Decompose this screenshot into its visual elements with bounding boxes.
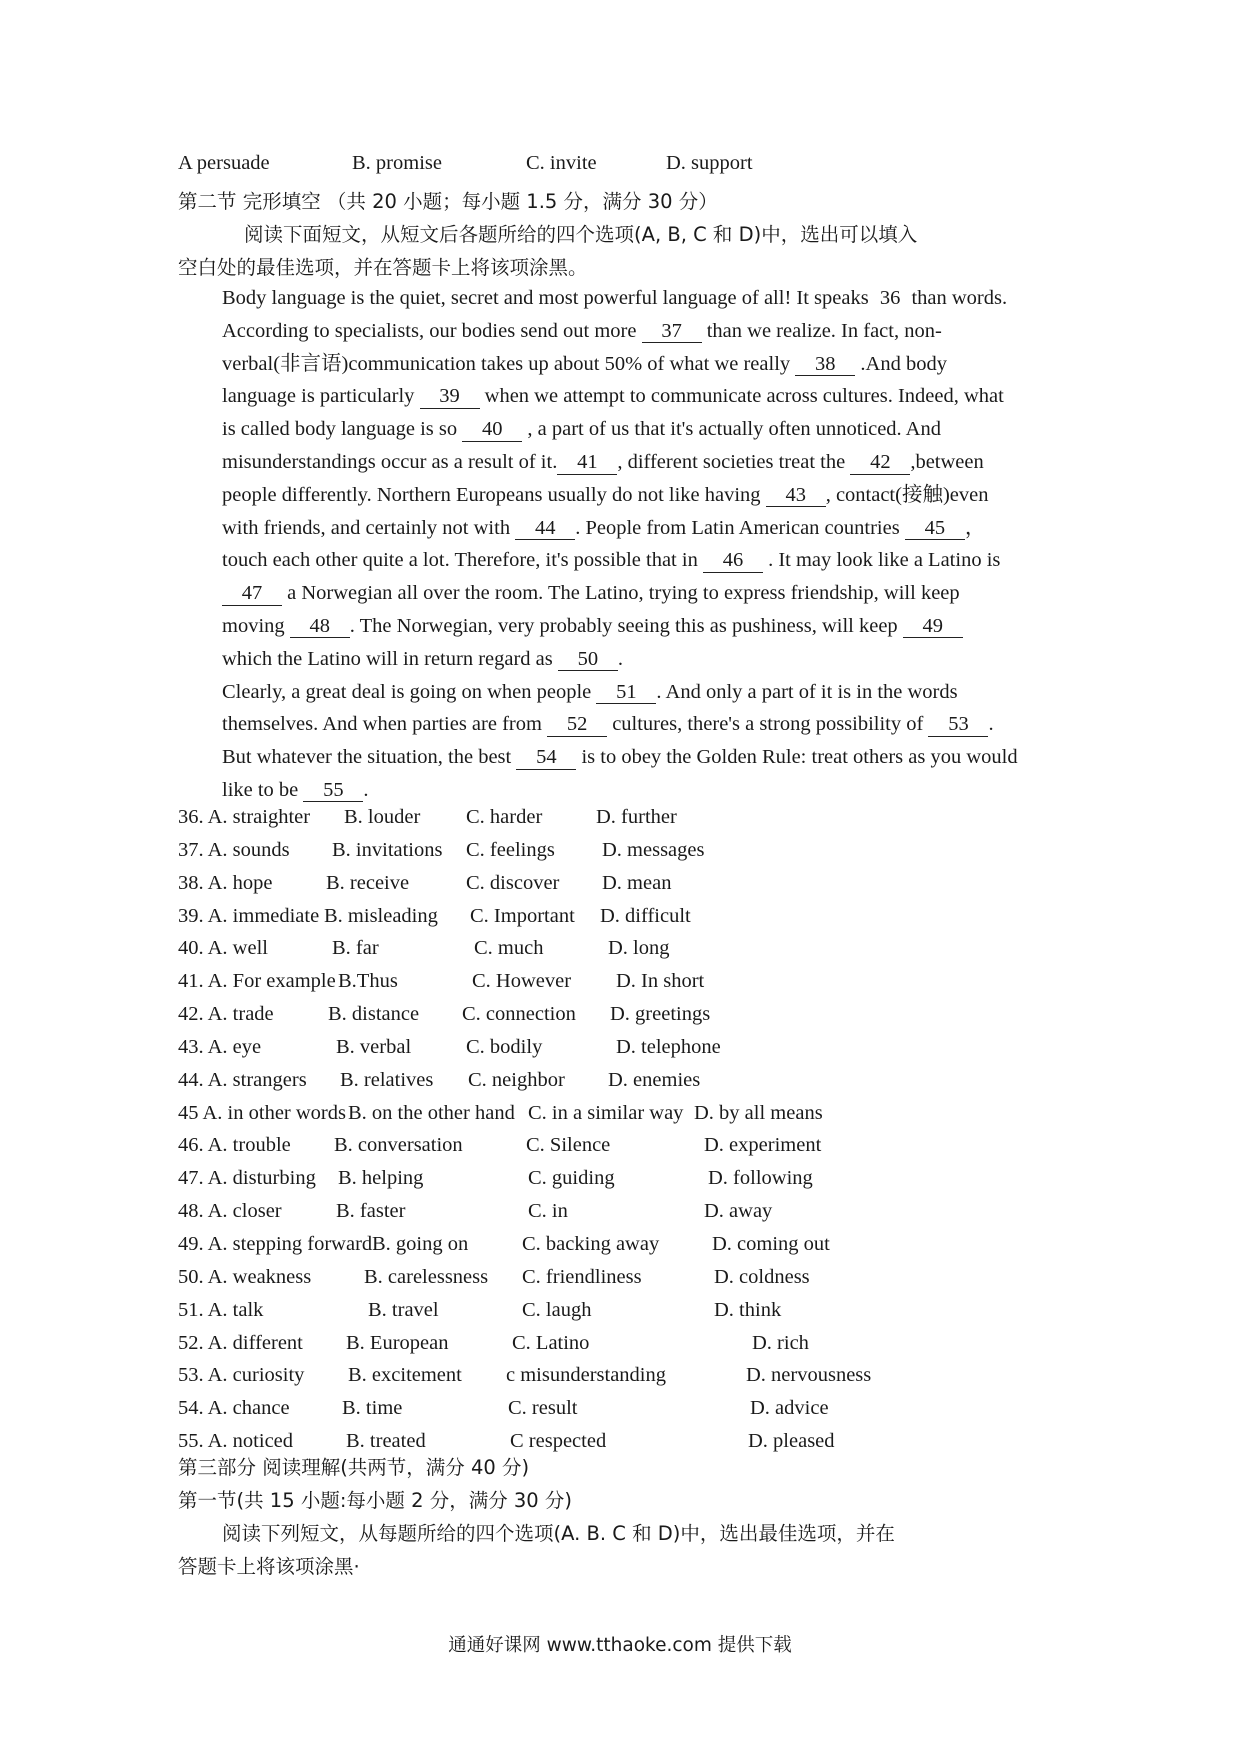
question-option-d: D. following bbox=[708, 1167, 813, 1190]
blank-55: 55 bbox=[303, 780, 363, 803]
passage-text: Body language is the quiet, secret and most powerful language of all! It speaks bbox=[222, 287, 874, 309]
question-option-a: 43. A. eye bbox=[178, 1035, 262, 1058]
question-option-d: D. telephone bbox=[616, 1035, 721, 1058]
section2-heading: 第二节 完形填空 （共 20 小题；每小题 1.5 分，满分 30 分） bbox=[178, 190, 718, 213]
passage-text: , a part of us that it's actually often unnoticed. And misunderstandings occur as a result of it. bbox=[222, 418, 941, 473]
question-option-d: D. difficult bbox=[600, 904, 691, 927]
question-option-b: B. on the other hand bbox=[348, 1101, 515, 1124]
question-option-c: C. backing away bbox=[522, 1232, 660, 1255]
question-option-d: D. rich bbox=[752, 1331, 809, 1354]
question-option-c: C. bodily bbox=[466, 1035, 543, 1058]
blank-54: 54 bbox=[516, 747, 576, 770]
question-option-a: 51. A. talk bbox=[178, 1298, 264, 1321]
part3-sub-heading: 第一节(共 15 小题:每小题 2 分，满分 30 分) bbox=[178, 1489, 573, 1512]
question-option-c: C. in a similar way bbox=[528, 1101, 684, 1124]
question-option-b: B. excitement bbox=[348, 1364, 462, 1387]
question-option-c: C. in bbox=[528, 1200, 568, 1223]
passage-text: . bbox=[617, 647, 623, 670]
question-option-a: 49. A. stepping forward bbox=[178, 1232, 373, 1255]
passage-text: , different societies treat the bbox=[617, 450, 851, 473]
question-option-c: C. Important bbox=[470, 904, 575, 927]
question-option-b: B. relatives bbox=[340, 1068, 434, 1091]
passage-text: .And body language is particularly bbox=[222, 352, 947, 408]
question-option-c: C. connection bbox=[462, 1003, 576, 1026]
question-option-b: B. carelessness bbox=[364, 1265, 489, 1288]
question-option-a: 48. A. closer bbox=[178, 1200, 282, 1223]
question-option-a: 55. A. noticed bbox=[178, 1430, 294, 1453]
question-option-a: 47. A. disturbing bbox=[178, 1167, 316, 1190]
question-option-b: B. conversation bbox=[334, 1134, 463, 1157]
passage-paragraph-1 bbox=[178, 282, 1018, 676]
blank-44: 44 bbox=[515, 518, 575, 541]
question-option-b: B. invitations bbox=[332, 838, 443, 861]
question-option-b: B. going on bbox=[372, 1232, 469, 1255]
question-option-d: D. pleased bbox=[748, 1430, 835, 1453]
question-option-b: B. distance bbox=[328, 1003, 420, 1026]
question-option-b: B. time bbox=[342, 1397, 403, 1420]
question-option-d: D. advice bbox=[750, 1397, 829, 1420]
passage-text: Clearly, a great deal is going on when people bbox=[222, 680, 597, 703]
question-option-b: B. European bbox=[346, 1331, 449, 1354]
question-option-a: 52. A. different bbox=[178, 1331, 303, 1354]
question-option-a: 39. A. immediate bbox=[178, 904, 320, 927]
passage-text: , contact(接触)even with friends, and certainly not with bbox=[222, 483, 989, 539]
passage-text: . The Norwegian, very probably seeing this as pushiness, will keep bbox=[349, 614, 903, 637]
blank-41: 41 bbox=[557, 452, 617, 475]
question-option-d: D. In short bbox=[616, 970, 705, 993]
question-option-d: D. greetings bbox=[610, 1003, 711, 1026]
question-option-c: C. guiding bbox=[528, 1167, 615, 1190]
question-option-d: D. think bbox=[714, 1298, 782, 1321]
question-option-a: 53. A. curiosity bbox=[178, 1364, 305, 1387]
part3-heading: 第三部分 阅读理解(共两节，满分 40 分) bbox=[178, 1456, 530, 1479]
passage-text: a Norwegian all over the room. The Latino, trying to express friendship, will keep moving bbox=[222, 582, 960, 637]
blank-45: 45 bbox=[905, 518, 965, 541]
question-option-a: 41. A. For example bbox=[178, 970, 336, 993]
question-option-c: C. result bbox=[508, 1397, 578, 1420]
question-option-d: D. experiment bbox=[704, 1134, 822, 1157]
question-option-c: C. Latino bbox=[512, 1331, 590, 1354]
question-option-d: D. further bbox=[596, 806, 677, 828]
question-option-c: C. Silence bbox=[526, 1134, 611, 1157]
passage-text: ， touch each other quite a lot. Therefore, it's possible that in bbox=[222, 516, 986, 572]
question-option-d: D. coming out bbox=[712, 1232, 830, 1255]
passage-text: . People from Latin American countries bbox=[575, 516, 905, 539]
option-c: C. invite bbox=[526, 152, 597, 174]
question-option-d: D. by all means bbox=[694, 1101, 823, 1124]
option-a: A persuade bbox=[178, 152, 270, 174]
question-option-c: C. feelings bbox=[466, 838, 555, 861]
question-option-a: 54. A. chance bbox=[178, 1397, 290, 1420]
question-option-a: 40. A. well bbox=[178, 937, 268, 960]
blank-39: 39 bbox=[420, 386, 480, 409]
question-option-b: B. verbal bbox=[336, 1035, 412, 1058]
question-option-d: D. coldness bbox=[714, 1265, 810, 1288]
passage-text: . It may look like a Latino is bbox=[762, 549, 1001, 572]
question-option-c: C. neighbor bbox=[468, 1068, 565, 1091]
blank-48: 48 bbox=[290, 616, 350, 639]
passage-text: than we realize. In fact, non-verbal(非言语)communication takes up about 50% of what we really bbox=[222, 319, 942, 375]
question-option-d: D. mean bbox=[602, 871, 672, 894]
question-option-a: 46. A. trouble bbox=[178, 1134, 291, 1157]
part3-instruction-line2: 答题卡上将该项涂黑· bbox=[178, 1555, 360, 1578]
question-option-c: C. much bbox=[474, 937, 544, 960]
blank-42: 42 bbox=[850, 452, 910, 475]
blank-38: 38 bbox=[795, 354, 855, 377]
blank-47: 47 bbox=[222, 583, 282, 606]
blank-50: 50 bbox=[558, 649, 618, 672]
passage-text: . And only a part of it is in the words themselves. And when parties are from bbox=[222, 680, 958, 736]
question-option-a: 38. A. hope bbox=[178, 871, 273, 894]
passage-text: is to obey the Golden Rule: treat others as you would like to be bbox=[222, 746, 1018, 801]
question-option-d: D. enemies bbox=[608, 1068, 701, 1091]
passage-text: . But whatever the situation, the best bbox=[222, 713, 994, 769]
section2-instruction-line2: 空白处的最佳选项，并在答题卡上将该项涂黑。 bbox=[178, 256, 588, 279]
question-option-d: D. away bbox=[704, 1200, 773, 1223]
blank-46: 46 bbox=[703, 550, 763, 573]
question-option-a: 50. A. weakness bbox=[178, 1265, 312, 1288]
question-option-a: 44. A. strangers bbox=[178, 1068, 307, 1091]
part3-instruction-line1: 阅读下列短文，从每题所给的四个选项(A. B. C 和 D)中，选出最佳选项，并在 bbox=[222, 1522, 895, 1545]
section2-instruction-line1: 阅读下面短文，从短文后各题所给的四个选项(A, B, C 和 D)中，选出可以填入 bbox=[244, 223, 918, 246]
option-d: D. support bbox=[666, 152, 753, 174]
question-option-b: B. faster bbox=[336, 1200, 406, 1223]
question-option-d: D. nervousness bbox=[746, 1364, 872, 1387]
cloze-passage bbox=[178, 282, 1018, 807]
option-b: B. promise bbox=[352, 152, 442, 174]
passage-paragraph-2 bbox=[178, 676, 1018, 807]
blank-52: 52 bbox=[547, 714, 607, 737]
question-option-a: 45 A. in other words bbox=[178, 1101, 346, 1124]
question-option-b: B. helping bbox=[338, 1167, 424, 1190]
question-option-c: C. However bbox=[472, 970, 572, 993]
passage-text: when we attempt to communicate across cultures. Indeed, what is called body language is so bbox=[222, 385, 1004, 441]
footer-watermark: 通通好课网 www.tthaoke.com 提供下载 bbox=[448, 1635, 792, 1656]
question-option-b: B.Thus bbox=[338, 970, 398, 993]
question-option-d: D. long bbox=[608, 937, 670, 960]
question-option-a: 36. A. straighter bbox=[178, 806, 311, 828]
question-option-c: C respected bbox=[510, 1430, 607, 1453]
question-option-a: 37. A. sounds bbox=[178, 838, 290, 861]
question-option-b: B. louder bbox=[344, 806, 421, 828]
question-option-a: 42. A. trade bbox=[178, 1003, 274, 1026]
blank-36: 36 bbox=[879, 287, 901, 309]
blank-51: 51 bbox=[596, 682, 656, 705]
blank-43: 43 bbox=[766, 485, 826, 508]
question-option-c: C. laugh bbox=[522, 1298, 592, 1321]
question-option-b: B. treated bbox=[346, 1430, 426, 1453]
blank-53: 53 bbox=[928, 714, 988, 737]
blank-40: 40 bbox=[462, 419, 522, 442]
question-option-d: D. messages bbox=[602, 838, 705, 861]
question-option-b: B. receive bbox=[326, 871, 410, 894]
blank-37: 37 bbox=[642, 321, 702, 344]
question-option-b: B. travel bbox=[368, 1298, 439, 1321]
question-option-c: C. discover bbox=[466, 871, 560, 894]
passage-text: which the Latino will in return regard as bbox=[222, 647, 558, 670]
question-option-c: C. harder bbox=[466, 806, 543, 828]
passage-text: ,between people differently. Northern Europeans usually do not like having bbox=[222, 450, 984, 506]
passage-text: cultures, there's a strong possibility of bbox=[607, 713, 929, 736]
question-option-c: C. friendliness bbox=[522, 1265, 642, 1288]
passage-text: . bbox=[363, 778, 369, 801]
passage-text: than words. According to specialists, our bodies send out more bbox=[222, 287, 1008, 342]
question-option-b: B. misleading bbox=[324, 904, 438, 927]
blank-49: 49 bbox=[903, 616, 963, 639]
question-option-b: B. far bbox=[332, 937, 379, 960]
question-option-c: c misunderstanding bbox=[506, 1364, 666, 1387]
